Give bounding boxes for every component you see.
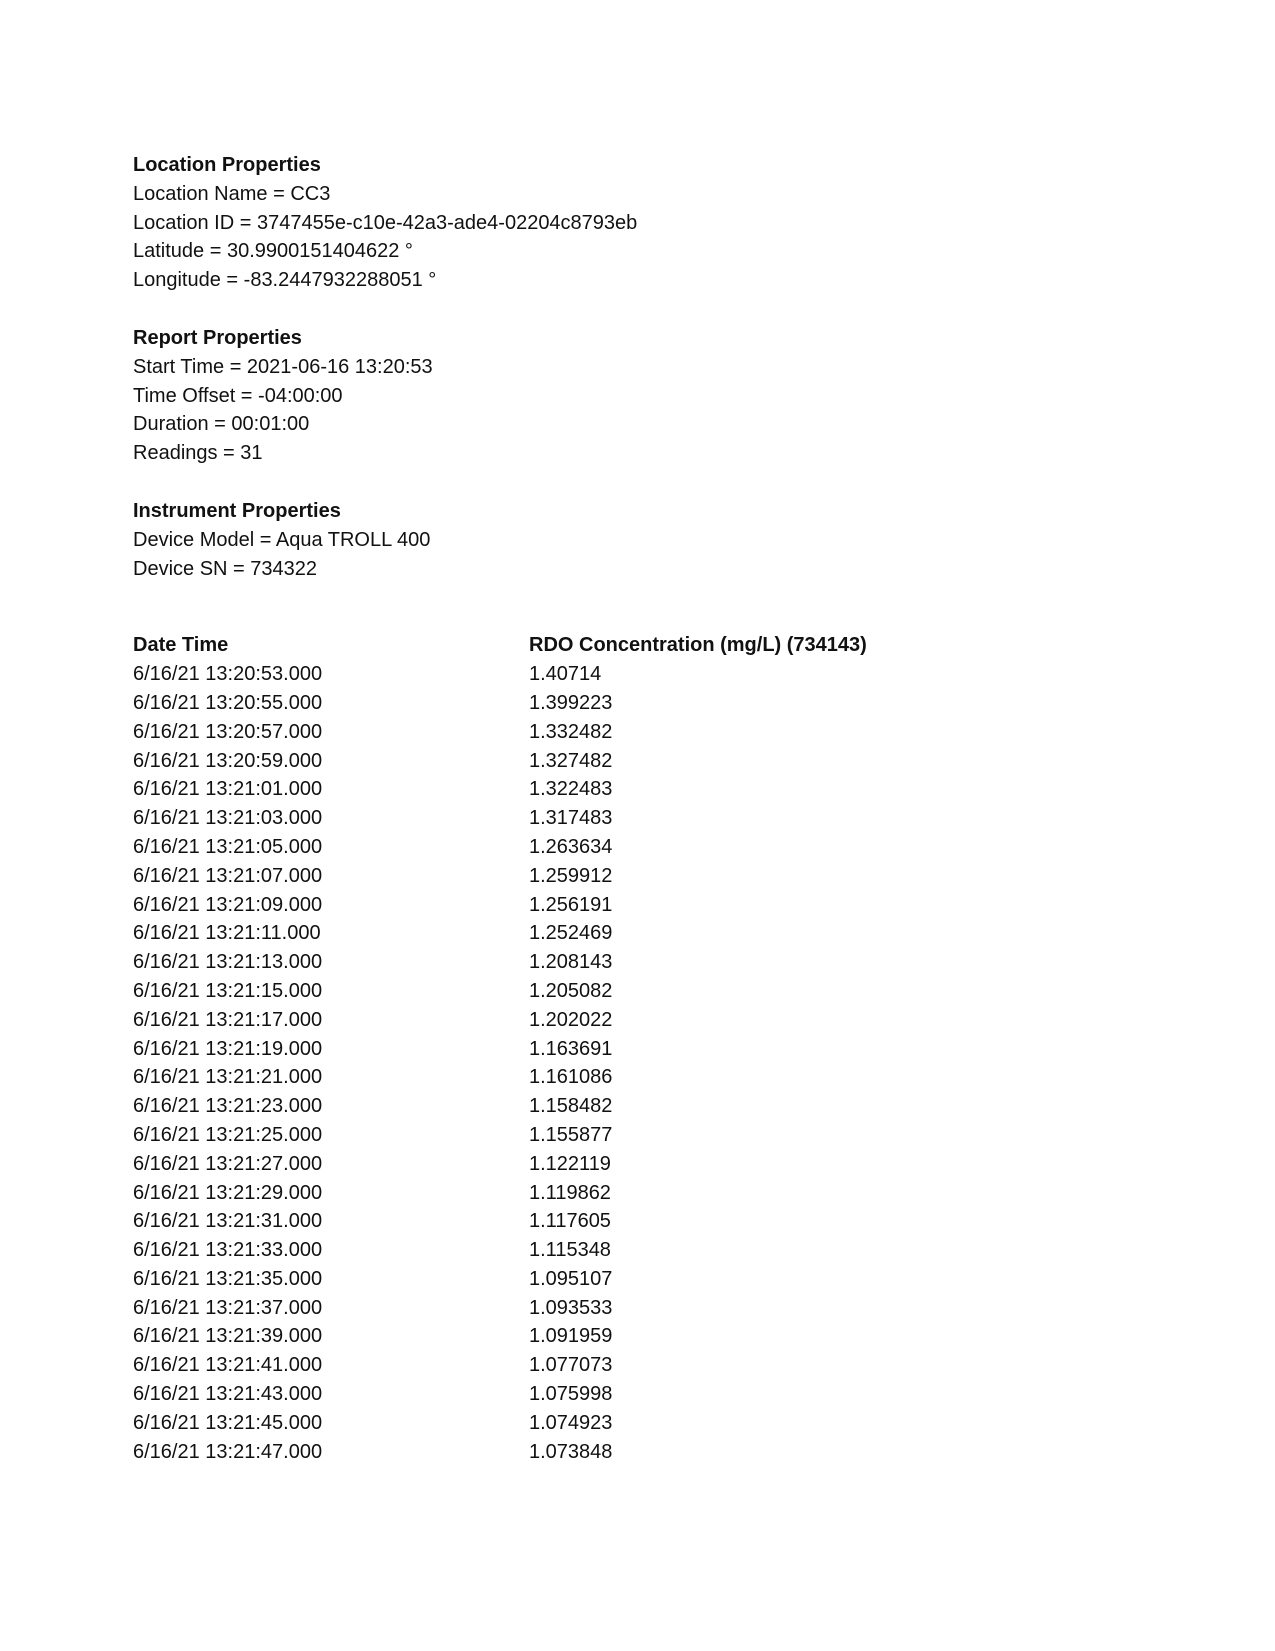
duration-line: Duration = 00:01:00 [133,413,310,436]
date-time-cell: 6/16/21 13:21:09.000 [133,893,323,916]
table-row [133,1006,1133,1035]
rdo-concentration-cell: 1.091959 [529,1325,613,1348]
start-time-line: Start Time = 2021-06-16 13:20:53 [133,355,433,378]
rdo-concentration-cell: 1.161086 [529,1066,613,1089]
table-row [133,1150,1133,1179]
instrument-properties-heading: Instrument Properties [133,499,341,522]
table-header-row [133,631,1133,660]
rdo-concentration-cell: 1.332482 [529,720,613,743]
location-name-line: Location Name = CC3 [133,182,331,205]
date-time-cell: 6/16/21 13:21:11.000 [133,922,321,945]
table-row [133,1236,1133,1265]
rdo-concentration-cell: 1.074923 [529,1411,613,1434]
rdo-concentration-cell: 1.119862 [529,1181,611,1204]
date-time-cell: 6/16/21 13:21:47.000 [133,1440,323,1463]
rdo-concentration-header: RDO Concentration (mg/L) (734143) [529,634,867,657]
rdo-concentration-cell: 1.073848 [529,1440,613,1463]
table-row [133,1409,1133,1438]
table-row [133,1438,1133,1467]
table-row [133,1121,1133,1150]
table-row [133,747,1133,776]
table-row [133,1265,1133,1294]
date-time-cell: 6/16/21 13:21:29.000 [133,1181,323,1204]
date-time-cell: 6/16/21 13:21:33.000 [133,1239,323,1262]
report-content [133,151,1133,1466]
rdo-concentration-cell: 1.40714 [529,663,602,686]
date-time-cell: 6/16/21 13:21:19.000 [133,1037,323,1060]
device-sn-line: Device SN = 734322 [133,557,318,580]
rdo-concentration-cell: 1.256191 [529,893,613,916]
time-offset-line: Time Offset = -04:00:00 [133,384,343,407]
location-properties-section [133,151,1133,295]
date-time-cell: 6/16/21 13:21:39.000 [133,1325,323,1348]
date-time-cell: 6/16/21 13:21:37.000 [133,1296,323,1319]
date-time-cell: 6/16/21 13:21:05.000 [133,835,323,858]
instrument-properties-section [133,497,1133,583]
rdo-concentration-cell: 1.317483 [529,807,613,830]
date-time-cell: 6/16/21 13:21:13.000 [133,951,323,974]
table-row [133,775,1133,804]
table-row [133,804,1133,833]
report-properties-section [133,324,1133,468]
rdo-concentration-cell: 1.252469 [529,922,613,945]
longitude-line: Longitude = -83.2447932288051 ° [133,269,437,292]
rdo-concentration-cell: 1.205082 [529,979,613,1002]
rdo-concentration-cell: 1.122119 [529,1152,611,1175]
location-properties-heading: Location Properties [133,154,321,176]
date-time-cell: 6/16/21 13:20:53.000 [133,663,323,686]
device-model-line: Device Model = Aqua TROLL 400 [133,528,431,551]
table-row [133,689,1133,718]
table-row [133,1063,1133,1092]
table-row [133,1207,1133,1236]
date-time-header: Date Time [133,634,229,657]
rdo-concentration-cell: 1.093533 [529,1296,613,1319]
table-row [133,1035,1133,1064]
readings-line: Readings = 31 [133,442,263,465]
rdo-concentration-cell: 1.263634 [529,835,613,858]
report-properties-heading: Report Properties [133,326,302,349]
date-time-cell: 6/16/21 13:21:27.000 [133,1152,323,1175]
rdo-concentration-cell: 1.208143 [529,951,613,974]
location-id-line: Location ID = 3747455e-c10e-42a3-ade4-02204c8793eb [133,211,638,234]
rdo-concentration-cell: 1.163691 [529,1037,613,1060]
date-time-cell: 6/16/21 13:21:03.000 [133,807,323,830]
table-row [133,919,1133,948]
table-row [133,660,1133,689]
rdo-concentration-cell: 1.095107 [529,1267,613,1290]
rdo-concentration-cell: 1.077073 [529,1354,613,1377]
date-time-cell: 6/16/21 13:21:17.000 [133,1008,323,1031]
table-row [133,718,1133,747]
table-body [133,660,1133,1466]
rdo-concentration-cell: 1.399223 [529,691,613,714]
date-time-cell: 6/16/21 13:21:45.000 [133,1411,323,1434]
readings-table [133,631,1133,1466]
rdo-concentration-cell: 1.115348 [529,1239,611,1262]
date-time-cell: 6/16/21 13:21:01.000 [133,778,323,801]
rdo-concentration-cell: 1.075998 [529,1383,613,1406]
date-time-cell: 6/16/21 13:21:43.000 [133,1383,323,1406]
table-row [133,1294,1133,1323]
table-row [133,1351,1133,1380]
date-time-cell: 6/16/21 13:21:31.000 [133,1210,323,1233]
date-time-cell: 6/16/21 13:21:35.000 [133,1267,323,1290]
table-row [133,862,1133,891]
date-time-cell: 6/16/21 13:21:23.000 [133,1095,323,1118]
table-row [133,1322,1133,1351]
date-time-cell: 6/16/21 13:20:59.000 [133,749,323,772]
rdo-concentration-cell: 1.117605 [529,1210,611,1233]
date-time-cell: 6/16/21 13:21:21.000 [133,1066,323,1089]
rdo-concentration-cell: 1.327482 [529,749,613,772]
rdo-concentration-cell: 1.158482 [529,1095,613,1118]
table-row [133,1179,1133,1208]
table-row [133,977,1133,1006]
date-time-cell: 6/16/21 13:20:55.000 [133,691,323,714]
table-row [133,833,1133,862]
rdo-concentration-cell: 1.202022 [529,1008,613,1031]
date-time-cell: 6/16/21 13:21:25.000 [133,1123,323,1146]
table-row [133,948,1133,977]
table-row [133,891,1133,920]
table-row [133,1380,1133,1409]
latitude-line: Latitude = 30.9900151404622 ° [133,240,413,263]
date-time-cell: 6/16/21 13:20:57.000 [133,720,323,743]
date-time-cell: 6/16/21 13:21:41.000 [133,1354,323,1377]
table-row [133,1092,1133,1121]
date-time-cell: 6/16/21 13:21:07.000 [133,864,323,887]
rdo-concentration-cell: 1.259912 [529,864,613,887]
rdo-concentration-cell: 1.322483 [529,778,613,801]
date-time-cell: 6/16/21 13:21:15.000 [133,979,323,1002]
rdo-concentration-cell: 1.155877 [529,1123,613,1146]
